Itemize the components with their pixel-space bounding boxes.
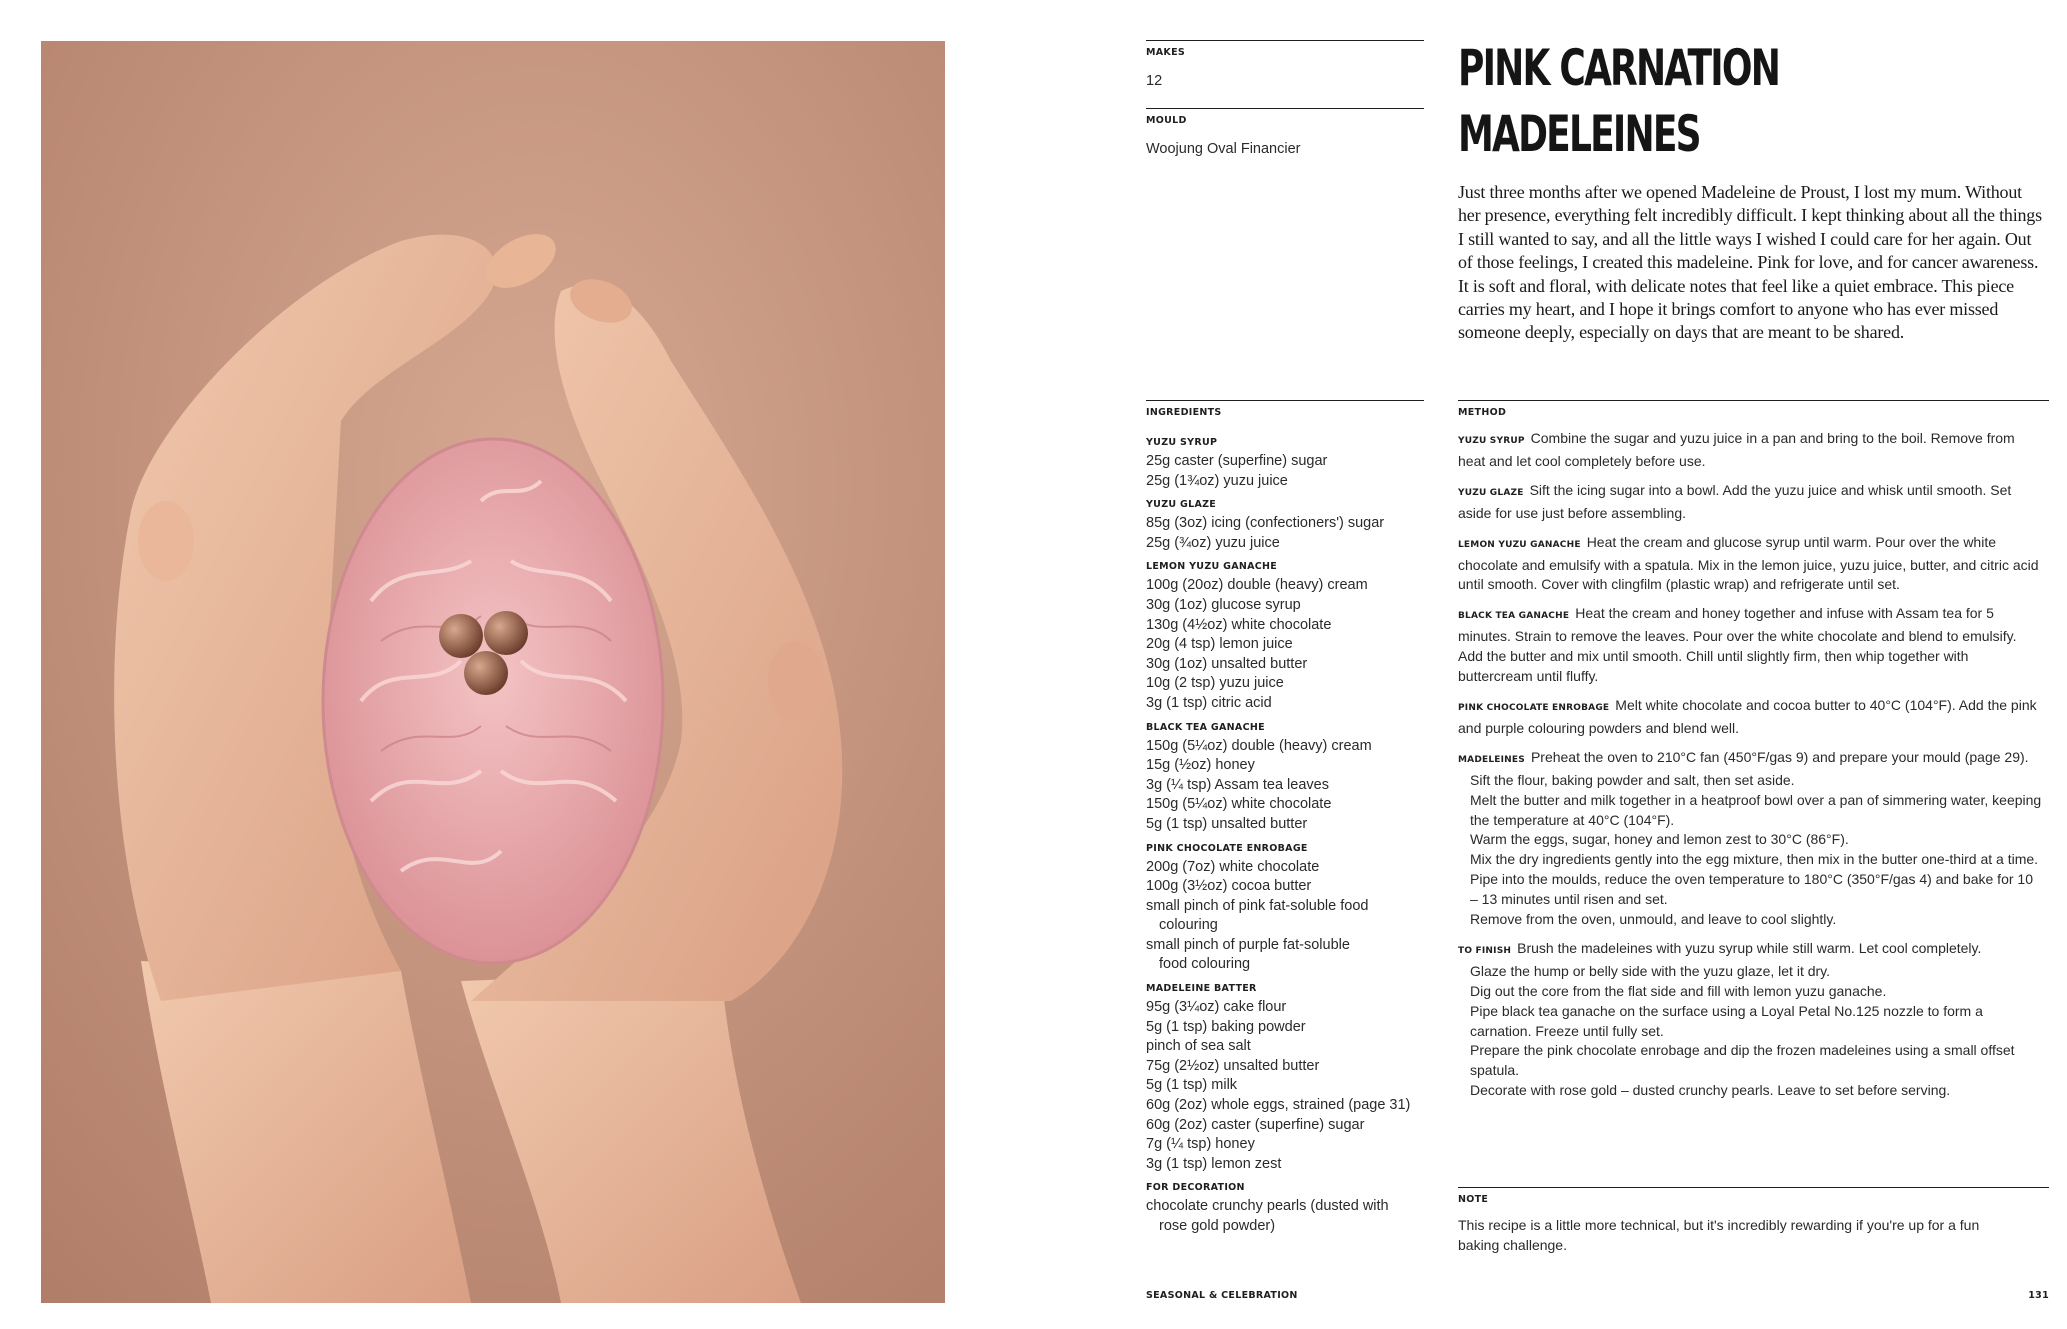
ingredient-line: 150g (5¼oz) white chocolate [1146,796,1332,813]
method-step-text: Melt white chocolate and cocoa butter to 40°C (104°F). Add the pink and purple colouring powders and blend well. [1458,696,2037,736]
ingredient-group-title: BLACK TEA GANACHE [1146,721,1265,733]
ingredient-line: rose gold powder) [1159,1218,1276,1234]
ingredient-line: 100g (20oz) double (heavy) cream [1146,577,1368,594]
method-substep: Sift the flour, baking powder and salt, then set aside. [1470,771,1795,788]
ingredient-line: small pinch of pink fat-soluble food [1146,897,1369,914]
method-step [1458,748,2043,930]
method-step-main [1458,533,2043,596]
ingredient-group-title: PINK CHOCOLATE ENROBAGE [1146,842,1308,854]
method-label: METHOD [1458,407,1507,418]
method-step-text: Heat the cream and honey together and infuse with Assam tea for 5 minutes. Strain to remove the leaves. Pour over the white chocolate and blend to emulsify. Add the butter and mix until smooth. Chill until slightly firm, then whip together with buttercream until fluffy. [1458,605,2017,685]
ingredient-line: 20g (4 tsp) lemon juice [1146,636,1293,653]
method-step-main [1458,696,2043,739]
ingredient-group [1146,842,1431,976]
note-rule [1458,1187,2049,1188]
ingredient-group [1146,436,1431,491]
mould-value: Woojung Oval Financier [1146,141,1301,157]
recipe-photo [41,41,945,1303]
hands-flower-illustration [41,41,945,1303]
method-substep: Dig out the core from the flat side and fill with lemon yuzu ganache. [1470,982,1887,999]
ingredient-line: 25g (¾oz) yuzu juice [1146,534,1280,551]
method-step [1458,604,2043,687]
note-label: NOTE [1458,1194,1489,1205]
ingredient-line: 3g (¼ tsp) Assam tea leaves [1146,776,1329,793]
mould-label: MOULD [1146,115,1187,126]
method-step-text: Heat the cream and glucose syrup until warm. Pour over the white chocolate and emulsify with a spatula. Mix in the lemon juice, yuzu juice, butter, and citric acid until smooth. Cover with clingfilm (plastic wrap) and refrigerate until set. [1458,533,2039,593]
ingredient-line: 130g (4½oz) white chocolate [1146,616,1332,633]
method-step [1458,533,2043,596]
ingredient-group [1146,560,1431,713]
method-step-main [1458,748,2043,771]
ingredient-line: 3g (1 tsp) lemon zest [1146,1155,1282,1172]
ingredient-line: 30g (1oz) unsalted butter [1146,655,1308,672]
method-step [1458,429,2043,472]
footer-section-name: SEASONAL & CELEBRATION [1146,1290,1298,1301]
ingredient-group-title: LEMON YUZU GANACHE [1146,561,1278,573]
ingredient-line: 3g (1 tsp) citric acid [1146,694,1272,711]
method-substep: Glaze the hump or belly side with the yuzu glaze, let it dry. [1470,962,1831,979]
ingredient-line: 200g (7oz) white chocolate [1146,858,1320,875]
ingredient-line: 95g (3¼oz) cake flour [1146,999,1287,1016]
method-step-title: LEMON YUZU GANACHE [1458,539,1581,550]
method-rule [1458,400,2049,401]
page-number: 131 [2028,1290,2049,1301]
ingredient-group-title: YUZU GLAZE [1146,499,1217,511]
makes-label: MAKES [1146,47,1185,58]
ingredients-list [1146,436,1431,1244]
method-step [1458,939,2043,1101]
ingredient-line: 60g (2oz) caster (superfine) sugar [1146,1116,1365,1133]
method-substep: Prepare the pink chocolate enrobage and dip the frozen madeleines using a small offset spatula. [1470,1042,2015,1079]
ingredient-group [1146,721,1431,835]
method-step-main [1458,939,2043,962]
ingredient-line: food colouring [1159,956,1251,973]
makes-rule [1146,40,1424,41]
ingredient-line: 30g (1oz) glucose syrup [1146,596,1301,613]
method-step [1458,481,2043,524]
method-step-title: MADELEINES [1458,754,1525,765]
mould-block [1146,108,1424,160]
method-step-main [1458,481,2043,524]
ingredient-line: 25g caster (superfine) sugar [1146,453,1328,469]
method-step-text: Preheat the oven to 210°C fan (450°F/gas 9) and prepare your mould (page 29). [1530,748,2029,765]
ingredient-group-title: FOR DECORATION [1146,1182,1245,1194]
method-step [1458,696,2043,739]
method-step-title: BLACK TEA GANACHE [1458,611,1570,622]
method-substep: Remove from the oven, unmould, and leave to cool slightly. [1470,911,1837,928]
method-substep: Mix the dry ingredients gently into the egg mixture, then mix in the butter one-third at a time. [1470,851,2039,868]
ingredient-group-title: MADELEINE BATTER [1146,983,1257,995]
ingredient-line: colouring [1159,917,1218,934]
mould-rule [1146,108,1424,109]
ingredient-line: 5g (1 tsp) milk [1146,1077,1238,1094]
ingredient-line: small pinch of purple fat-soluble [1146,936,1350,953]
method-substep: Melt the butter and milk together in a heatproof bowl over a pan of simmering water, keeping the temperature at 40°C (104°F). [1470,791,2042,828]
ingredient-line: 10g (2 tsp) yuzu juice [1146,675,1284,692]
ingredient-line: pinch of sea salt [1146,1038,1251,1055]
makes-block [1146,40,1424,92]
method-substep: Decorate with rose gold – dusted crunchy pearls. Leave to set before serving. [1470,1082,1951,1099]
ingredient-line: 5g (1 tsp) unsalted butter [1146,815,1308,832]
method-step-title: TO FINISH [1458,945,1512,956]
note-text: This recipe is a little more technical, but it's incredibly rewarding if you're up for a fun baking challenge. [1458,1217,1980,1253]
method-step-text: Sift the icing sugar into a bowl. Add the yuzu juice and whisk until smooth. Set aside for use just before assembling. [1458,481,2012,521]
makes-value: 12 [1146,73,1163,89]
note-header [1458,1187,2049,1205]
method-substep: Warm the eggs, sugar, honey and lemon zest to 30°C (86°F). [1470,831,1849,848]
ingredients-rule [1146,400,1424,401]
intro-paragraph: Just three months after we opened Madeleine de Proust, I lost my mum. Without her presence, everything felt incredibly difficult. I kept thinking about all the things I still wanted to say, and all the little ways I wished I could care for her again. Out of those feelings, I created this madeleine. Pink for love, and for cancer awareness. It is soft and floral, with delicate notes that feel like a quiet embrace. This piece carries my heart, and I hope it brings comfort to anyone who has ever missed someone deeply, especially on days that are meant to be shared. [1458,182,2042,343]
title-line-2: MADELEINES [1458,105,1700,163]
ingredients-label: INGREDIENTS [1146,407,1222,418]
ingredient-line: 100g (3½oz) cocoa butter [1146,878,1312,895]
ingredient-line: 25g (1¾oz) yuzu juice [1146,472,1288,489]
ingredient-group [1146,498,1431,553]
ingredient-line: chocolate crunchy pearls (dusted with [1146,1198,1389,1215]
ingredient-line: 150g (5¼oz) double (heavy) cream [1146,737,1372,754]
ingredient-line: 5g (1 tsp) baking powder [1146,1018,1306,1035]
title-line-1: PINK CARNATION [1458,39,1780,97]
method-step-main [1458,429,2043,472]
method-header [1458,400,2049,418]
method-step-text: Brush the madeleines with yuzu syrup while still warm. Let cool completely. [1517,939,1982,956]
ingredient-group-title: YUZU SYRUP [1146,437,1218,448]
ingredient-line: 85g (3oz) icing (confectioners') sugar [1146,515,1385,532]
ingredients-header [1146,400,1424,418]
method-step-title: PINK CHOCOLATE ENROBAGE [1458,702,1610,713]
method-step-title: YUZU SYRUP [1458,436,1525,446]
method-substep: Pipe black tea ganache on the surface using a Loyal Petal No.125 nozzle to form a carnation. Freeze until fully set. [1470,1002,1983,1039]
method-step-main [1458,604,2043,687]
method-substep: Pipe into the moulds, reduce the oven temperature to 180°C (350°F/gas 4) and bake for 10 – 13 minutes until risen and set. [1470,871,2033,908]
ingredient-group [1146,1181,1431,1236]
method-steps [1458,429,2043,1110]
ingredient-line: 15g (½oz) honey [1146,757,1255,774]
ingredient-group [1146,982,1431,1174]
method-step-title: YUZU GLAZE [1458,487,1524,498]
recipe-title [1458,35,1890,167]
ingredient-line: 7g (¼ tsp) honey [1146,1136,1255,1153]
ingredient-line: 60g (2oz) whole eggs, strained (page 31) [1146,1097,1411,1114]
method-step-text: Combine the sugar and yuzu juice in a pan and bring to the boil. Remove from heat and let cool completely before use. [1458,430,2015,469]
ingredient-line: 75g (2½oz) unsalted butter [1146,1057,1320,1074]
